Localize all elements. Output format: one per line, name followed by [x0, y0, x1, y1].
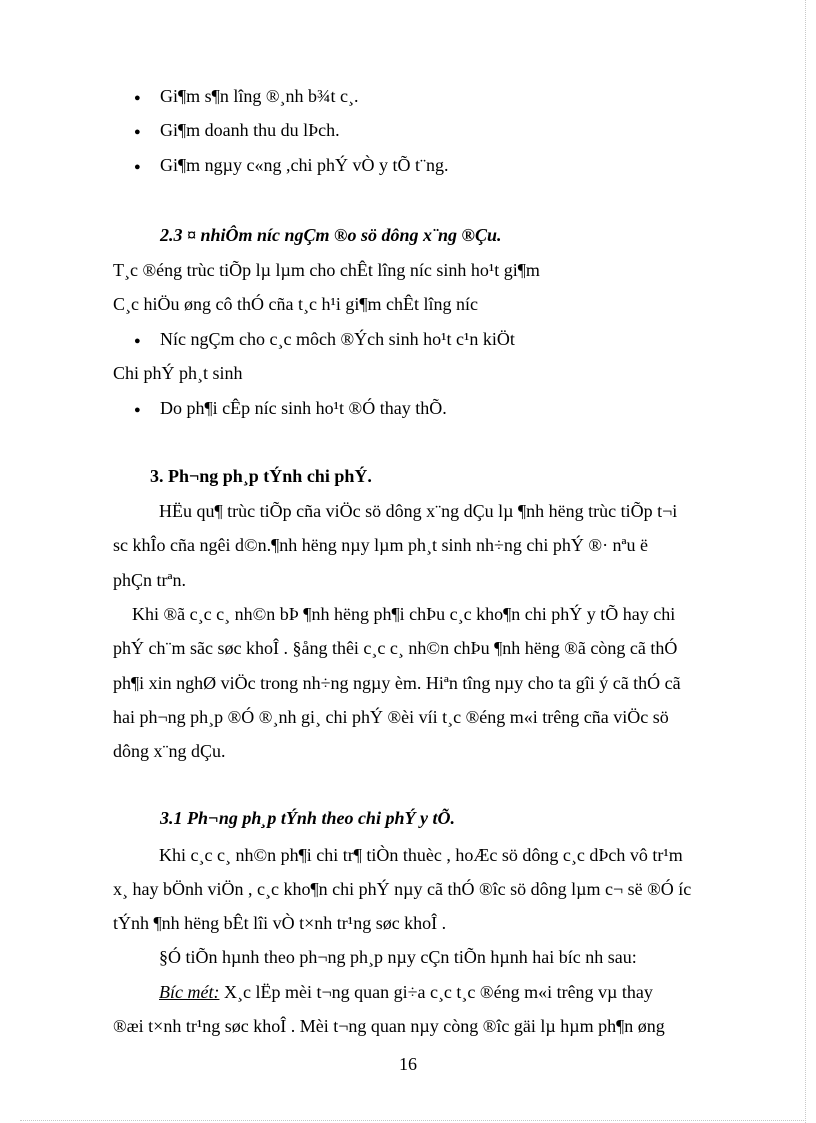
- paragraph-line: sc khÎo cña ngêi d©n.¶nh hëng nµy lµm ph¸t sinh nh÷ng chi phÝ ®· nªu ë: [113, 535, 649, 555]
- paragraph-line: phÇn trªn.: [113, 570, 186, 590]
- paragraph-line: T¸c ®éng trùc tiÕp lµ lµm cho chÊt lîng níc sinh ho¹t gi¶m: [113, 260, 540, 280]
- list-item: Gi¶m doanh thu du lÞch.: [160, 120, 340, 140]
- bullet-dot: ●: [134, 161, 141, 173]
- bullet-dot: ●: [134, 126, 141, 138]
- paragraph-line: tÝnh ¶nh hëng bÊt lîi vÒ t×nh tr¹ng søc khoÎ .: [113, 913, 447, 933]
- paragraph-line: HËu qu¶ trùc tiÕp cña viÖc sö dông x¨ng dÇu lµ ¶nh hëng trùc tiÕp t¬i: [159, 501, 678, 521]
- paragraph-line: Khi c¸c c¸ nh©n ph¶i chi tr¶ tiÒn thuèc , hoÆc sö dông c¸c dÞch vô tr¹m: [159, 845, 683, 865]
- paragraph-line: Chi phÝ ph¸t sinh: [113, 363, 243, 383]
- right-margin-rule: [805, 0, 806, 1123]
- list-item: Níc ngÇm cho c¸c môch ®Ých sinh ho¹t c¹n kiÖt: [160, 329, 515, 349]
- paragraph-line: dông x¨ng dÇu.: [113, 741, 226, 761]
- bullet-dot: ●: [134, 335, 141, 347]
- section-heading-3: 3. Ph¬ng ph¸p tÝnh chi phÝ.: [150, 466, 372, 486]
- bullet-dot: ●: [134, 92, 141, 104]
- paragraph-line: phÝ ch¨m sãc søc khoÎ . §ång thêi c¸c c¸ nh©n chÞu ¶nh hëng ®ã còng cã thÓ: [113, 638, 678, 658]
- section-heading-2-3: 2.3 ¤ nhiÔm níc ngÇm ®o sö dông x¨ng ®Çu.: [160, 225, 502, 245]
- paragraph-line: ®æi t×nh tr¹ng søc khoÎ . Mèi t¬ng quan nµy còng ®îc gäi lµ hµm ph¶n øng: [113, 1016, 665, 1036]
- paragraph-line: §Ó tiÕn hµnh theo ph¬ng ph¸p nµy cÇn tiÕn hµnh hai bíc nh sau:: [159, 947, 637, 967]
- step-label: Bíc mét:: [159, 982, 220, 1002]
- paragraph-line: C¸c hiÖu øng cô thÓ cña t¸c h¹i gi¶m chÊt lîng níc: [113, 294, 478, 314]
- step-text: X¸c lËp mèi t¬ng quan gi÷a c¸c t¸c ®éng m«i trêng vµ thay: [219, 982, 653, 1002]
- paragraph-line: ph¶i xin nghØ viÖc trong nh÷ng ngµy èm. Hiªn tîng nµy cho ta gîi ý cã thÓ cã: [113, 673, 681, 693]
- bottom-margin-rule: [20, 1120, 806, 1121]
- list-item: Gi¶m s¶n lîng ®¸nh b¾t c¸.: [160, 86, 359, 106]
- paragraph-line: [159, 982, 653, 1003]
- paragraph-line: x¸ hay bÖnh viÖn , c¸c kho¶n chi phÝ nµy cã thÓ ®îc sö dông lµm c¬ së ®Ó íc: [113, 879, 692, 899]
- list-item: Do ph¶i cÊp níc sinh ho¹t ®Ó thay thÕ.: [160, 398, 447, 418]
- paragraph-line: Khi ®ã c¸c c¸ nh©n bÞ ¶nh hëng ph¶i chÞu c¸c kho¶n chi phÝ y tÕ hay chi: [132, 604, 676, 624]
- paragraph-line: hai ph¬ng ph¸p ®Ó ®¸nh gi¸ chi phÝ ®èi víi t¸c ®éng m«i trêng cña viÖc sö: [113, 707, 669, 727]
- bullet-dot: ●: [134, 404, 141, 416]
- list-item: Gi¶m ngµy c«ng ,chi phÝ vÒ y tÕ t¨ng.: [160, 155, 449, 175]
- page-number: 16: [399, 1054, 417, 1074]
- section-heading-3-1: 3.1 Ph¬ng ph¸p tÝnh theo chi phÝ y tÕ.: [160, 808, 455, 828]
